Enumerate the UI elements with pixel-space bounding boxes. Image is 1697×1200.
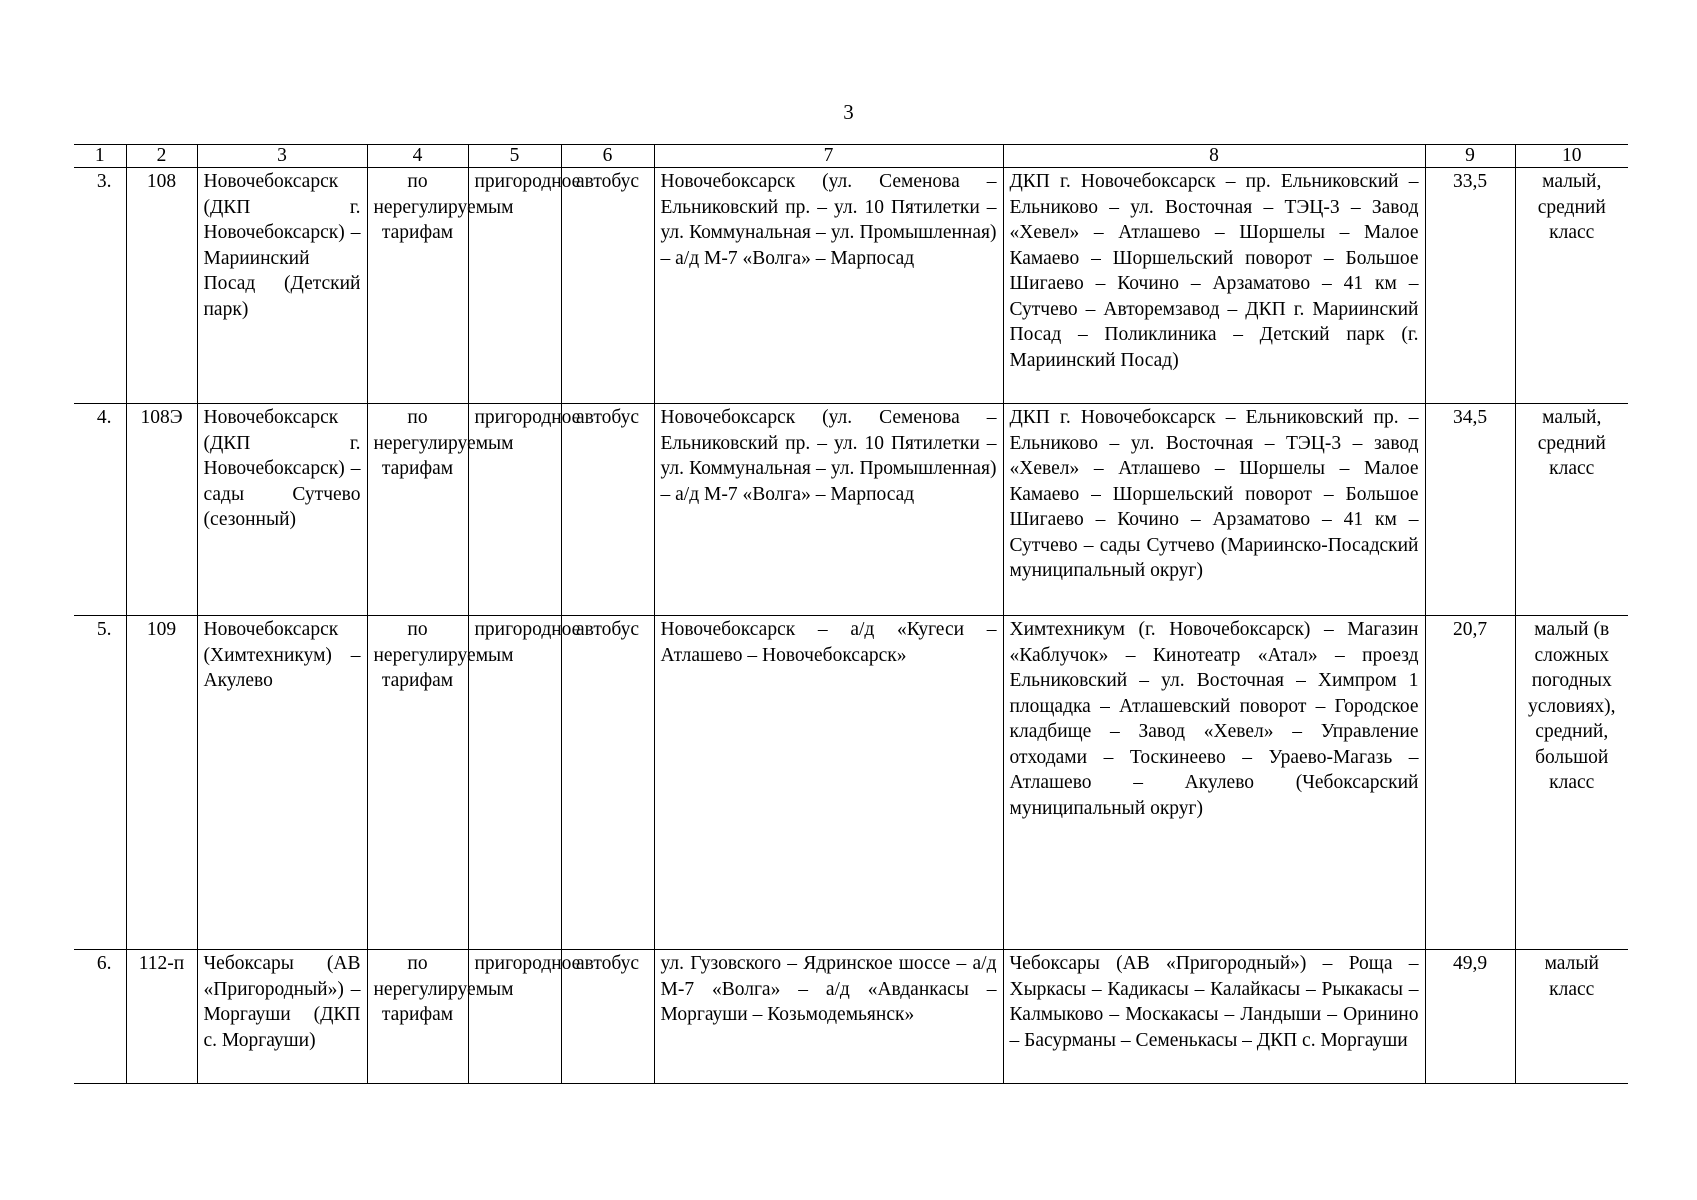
route-number: 109 <box>126 616 197 950</box>
tariff-type: по нерегулируемым тарифам <box>367 950 468 1084</box>
route-streets: ул. Гузовского – Ядринское шоссе – а/д М-7 «Волга» – а/д «Авданкасы – Моргауши – Козьмодемьянск» <box>654 950 1003 1084</box>
table-row <box>74 404 1628 616</box>
route-kind: пригородное <box>468 950 561 1084</box>
route-stops: Чебоксары (АВ «Пригородный») – Роща – Хыркасы – Кадикасы – Калайкасы – Рыкакасы – Калмыково – Москакасы – Ландыши – Оринино – Басурманы – Семенькасы – ДКП с. Моргауши <box>1003 950 1425 1084</box>
column-header: 7 <box>654 145 1003 168</box>
route-streets: Новочебоксарск (ул. Семенова – Ельниковский пр. – ул. 10 Пятилетки – ул. Коммунальная – ул. Промышленная) – а/д М-7 «Волга» – Марпосад <box>654 404 1003 616</box>
column-header: 5 <box>468 145 561 168</box>
column-header: 10 <box>1515 145 1628 168</box>
route-name: Новочебоксарск (Химтехникум) – Акулево <box>197 616 367 950</box>
column-header: 9 <box>1425 145 1515 168</box>
route-kind: пригородное <box>468 168 561 404</box>
route-stops: Химтехникум (г. Новочебоксарск) – Магазин «Каблучок» – Кинотеатр «Атал» – проезд Ельниковский – ул. Восточная – Химпром 1 площадка – Атлашевский поворот – Городское кладбище – Завод «Хевел» – Управление отходами – Тоскинеево – Ураево-Магазь – Атлашево – Акулево (Чебоксарский муниципальный округ) <box>1003 616 1425 950</box>
column-header: 8 <box>1003 145 1425 168</box>
route-stops: ДКП г. Новочебоксарск – пр. Ельниковский – Ельниково – ул. Восточная – ТЭЦ-3 – Завод «Хевел» – Атлашево – Шоршелы – Малое Камаево – Шоршельский поворот – Большое Шигаево – Кочино – Арзаматово – 41 км – Сутчево – Авторемзавод – ДКП г. Мариинский Посад – Поликлиника – Детский парк (г. Мариинский Посад) <box>1003 168 1425 404</box>
bus-class: малый, средний класс <box>1515 404 1628 616</box>
route-streets: Новочебоксарск (ул. Семенова – Ельниковский пр. – ул. 10 Пятилетки – ул. Коммунальная – ул. Промышленная) – а/д М-7 «Волга» – Марпосад <box>654 168 1003 404</box>
row-number: 6. <box>74 950 126 1084</box>
route-number: 108 <box>126 168 197 404</box>
vehicle-type: автобус <box>561 404 654 616</box>
route-number: 112-п <box>126 950 197 1084</box>
route-length: 49,9 <box>1425 950 1515 1084</box>
vehicle-type: автобус <box>561 616 654 950</box>
tariff-type: по нерегулируемым тарифам <box>367 404 468 616</box>
route-kind: пригородное <box>468 404 561 616</box>
tariff-type: по нерегулируемым тарифам <box>367 616 468 950</box>
route-kind: пригородное <box>468 616 561 950</box>
route-name: Новочебоксарск (ДКП г. Новочебоксарск) – Мариинский Посад (Детский парк) <box>197 168 367 404</box>
row-number: 5. <box>74 616 126 950</box>
route-name: Чебоксары (АВ «Пригородный») – Моргауши (ДКП с. Моргауши) <box>197 950 367 1084</box>
route-length: 33,5 <box>1425 168 1515 404</box>
column-header: 4 <box>367 145 468 168</box>
vehicle-type: автобус <box>561 168 654 404</box>
column-header: 3 <box>197 145 367 168</box>
page-number: 3 <box>843 100 854 124</box>
route-name: Новочебоксарск (ДКП г. Новочебоксарск) – сады Сутчево (сезонный) <box>197 404 367 616</box>
bus-class: малый класс <box>1515 950 1628 1084</box>
row-number: 4. <box>74 404 126 616</box>
table-row <box>74 616 1628 950</box>
routes-table <box>74 144 1628 1084</box>
bus-class: малый, средний класс <box>1515 168 1628 404</box>
column-header: 1 <box>74 145 126 168</box>
route-length: 34,5 <box>1425 404 1515 616</box>
table-row <box>74 168 1628 404</box>
row-number: 3. <box>74 168 126 404</box>
column-header: 6 <box>561 145 654 168</box>
header-row <box>74 145 1628 168</box>
route-length: 20,7 <box>1425 616 1515 950</box>
tariff-type: по нерегулируемым тарифам <box>367 168 468 404</box>
vehicle-type: автобус <box>561 950 654 1084</box>
route-streets: Новочебоксарск – а/д «Кугеси – Атлашево – Новочебоксарск» <box>654 616 1003 950</box>
route-stops: ДКП г. Новочебоксарск – Ельниковский пр. – Ельниково – ул. Восточная – ТЭЦ-3 – завод «Хевел» – Атлашево – Шоршелы – Малое Камаево – Шоршельский поворот – Большое Шигаево – Кочино – Арзаматово – 41 км – Сутчево – сады Сутчево (Мариинско-Посадский муниципальный округ) <box>1003 404 1425 616</box>
bus-class: малый (в сложных погодных условиях), средний, большой класс <box>1515 616 1628 950</box>
table-row <box>74 950 1628 1084</box>
column-header: 2 <box>126 145 197 168</box>
route-number: 108Э <box>126 404 197 616</box>
